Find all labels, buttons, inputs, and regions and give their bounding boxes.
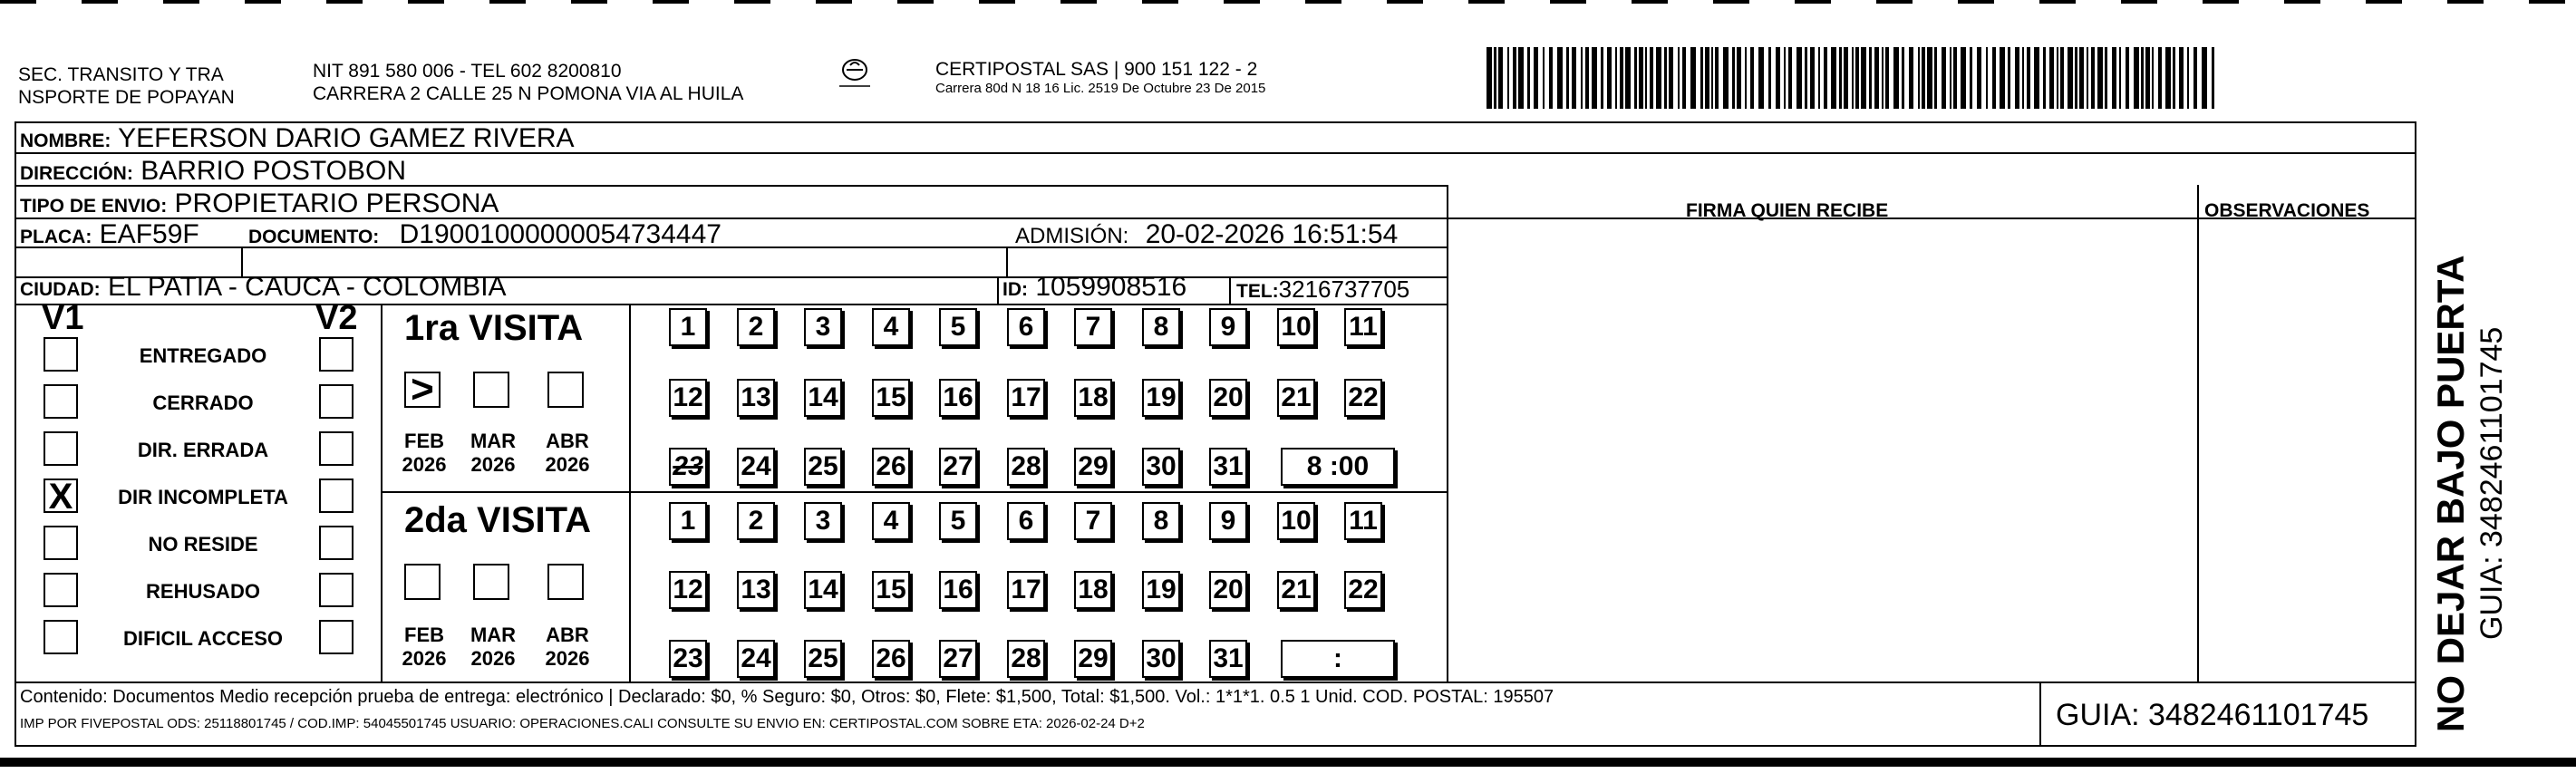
barcode-bar [1861, 47, 1866, 109]
day-box[interactable]: 30 [1142, 448, 1180, 486]
barcode-bar [1818, 47, 1820, 109]
barcode-bar [1557, 47, 1563, 109]
barcode-bar [1893, 47, 1899, 109]
carrier-logo-icon [834, 56, 876, 91]
tipo-envio-value: PROPIETARIO PERSONA [174, 188, 499, 218]
barcode-bar [1852, 47, 1854, 109]
barcode-bar [2034, 47, 2039, 109]
day-box[interactable]: 8 [1142, 308, 1180, 346]
barcode-bar [1805, 47, 1807, 109]
day-box[interactable]: 7 [1074, 502, 1112, 540]
status-label: DIR. ERRADA [137, 439, 269, 461]
barcode-bar [2202, 47, 2207, 109]
barcode-bar [2134, 47, 2139, 109]
day-box[interactable]: 14 [804, 379, 842, 417]
barcode-bar [1678, 47, 1680, 109]
v1-checkbox[interactable] [44, 573, 78, 607]
day-box[interactable]: 1 [669, 502, 707, 540]
status-label: DIR INCOMPLETA [118, 486, 288, 508]
barcode-bar [2173, 47, 2175, 109]
barcode-bar [1810, 47, 1815, 109]
day-box[interactable]: 9 [1209, 308, 1247, 346]
v1-checkbox[interactable] [44, 431, 78, 466]
barcode-bar [1855, 47, 1859, 109]
barcode-bar [1715, 47, 1719, 109]
day-box[interactable]: 10 [1277, 502, 1315, 540]
barcode-bar [2015, 47, 2019, 109]
documento-cell: DOCUMENTO: D19001000000054734447 [248, 219, 721, 249]
barcode-bar [1625, 47, 1631, 109]
direccion-row: DIRECCIÓN: BARRIO POSTOBON [20, 156, 407, 186]
v2-checkbox[interactable] [319, 526, 353, 560]
barcode-bar [2112, 47, 2116, 109]
day-box[interactable]: 17 [1007, 571, 1045, 609]
barcode-bar [1700, 47, 1703, 109]
no-dejar-label: NO DEJAR BAJO PUERTA [2429, 255, 2472, 732]
barcode-bar [1869, 47, 1872, 109]
barcode-bar [2027, 47, 2030, 109]
barcode-bar [2145, 47, 2150, 109]
barcode-bar [1732, 47, 1735, 109]
barcode-bar [1682, 47, 1686, 109]
barcode-bar [2000, 47, 2005, 109]
barcode-bar [1690, 47, 1696, 109]
v2-checkbox[interactable] [319, 478, 353, 513]
bottom-rule [0, 758, 2576, 767]
barcode-bar [2119, 47, 2121, 109]
month-year: 2026 [545, 647, 590, 670]
barcode-bar [1953, 47, 1957, 109]
month-mark-icon: > [411, 367, 434, 411]
month-label [540, 624, 595, 671]
barcode-bar [1581, 47, 1583, 109]
day-box[interactable]: 12 [669, 379, 707, 417]
barcode-bar [2068, 47, 2073, 109]
barcode-bar [1909, 47, 1913, 109]
barcode-bar [1934, 47, 1937, 109]
barcode-bar [1927, 47, 1932, 109]
month-year: 2026 [402, 647, 447, 670]
barcode-bar [1874, 47, 1879, 109]
day-box[interactable]: 15 [872, 379, 910, 417]
placa-value: EAF59F [99, 219, 199, 249]
day-box[interactable]: 6 [1007, 308, 1045, 346]
day-box[interactable]: 2 [737, 308, 775, 346]
barcode-bar [1607, 47, 1612, 109]
day-box[interactable]: 21 [1277, 571, 1315, 609]
day-box[interactable]: 30 [1142, 640, 1180, 678]
day-box[interactable]: 8 [1142, 502, 1180, 540]
sender-address: NIT 891 580 006 - TEL 602 8200810 CARRERA 2 CALLE 25 N POMONA VIA AL HUILA [313, 61, 744, 104]
day-box[interactable]: 22 [1344, 379, 1382, 417]
day-box[interactable]: 18 [1074, 379, 1112, 417]
barcode-bar [1620, 47, 1623, 109]
barcode-bar [2105, 47, 2107, 109]
time-box[interactable]: 8 :00 [1281, 448, 1395, 486]
barcode-bar [1656, 47, 1661, 109]
admision-cell: ADMISIÓN: 20-02-2026 16:51:54 [1015, 219, 1399, 249]
day-box[interactable]: 21 [1277, 379, 1315, 417]
day-box[interactable]: 23 [669, 640, 707, 678]
id-cell: ID: 1059908516 [1002, 272, 1187, 302]
nombre-row: NOMBRE: YEFERSON DARIO GAMEZ RIVERA [20, 123, 575, 153]
barcode-bar [1776, 47, 1780, 109]
barcode-bar [1543, 47, 1545, 109]
barcode-bar [2097, 47, 2103, 109]
barcode-bar [2179, 47, 2184, 109]
v1-checkbox[interactable] [44, 384, 78, 419]
day-box[interactable]: 12 [669, 571, 707, 609]
barcode-bar [1664, 47, 1667, 109]
footer-guia: GUIA: 3482461101745 [2056, 698, 2369, 732]
month-name: MAR [470, 624, 517, 646]
day-box[interactable]: 15 [872, 571, 910, 609]
barcode-bar [1737, 47, 1741, 109]
barcode-bar [2079, 47, 2084, 109]
barcode-bar [1669, 47, 1673, 109]
barcode-bar [1844, 47, 1848, 109]
month-name: ABR [546, 430, 589, 452]
tel-value: 3216737705 [1278, 276, 1410, 303]
ciudad-value: EL PATIA - CAUCA - COLOMBIA [108, 272, 507, 302]
barcode-bar [1885, 47, 1889, 109]
observaciones-header: OBSERVACIONES [2204, 200, 2370, 221]
day-box[interactable]: 20 [1209, 571, 1247, 609]
tipo-envio-row: TIPO DE ENVIO: PROPIETARIO PERSONA [20, 188, 499, 218]
month-name: FEB [404, 624, 444, 646]
barcode-bar [1750, 47, 1754, 109]
barcode-bar [1507, 47, 1509, 109]
month-year: 2026 [470, 453, 516, 476]
month-checkbox[interactable] [404, 367, 441, 411]
direccion-value: BARRIO POSTOBON [140, 156, 407, 186]
month-checkbox[interactable] [547, 564, 584, 600]
barcode-bar [2008, 47, 2010, 109]
day-box[interactable]: 4 [872, 502, 910, 540]
barcode-bar [1498, 47, 1503, 109]
nombre-value: YEFERSON DARIO GAMEZ RIVERA [118, 123, 575, 153]
day-box[interactable]: 13 [737, 571, 775, 609]
barcode-bar [2075, 47, 2077, 109]
documento-value: D19001000000054734447 [399, 219, 721, 249]
barcode-bar [1986, 47, 1988, 109]
barcode-bar [2212, 47, 2214, 109]
barcode-bar [1839, 47, 1842, 109]
v2-checkbox[interactable] [319, 573, 353, 607]
barcode-bar [1745, 47, 1747, 109]
barcode-bar [1639, 47, 1643, 109]
barcode-bar [2043, 47, 2046, 109]
day-box[interactable]: 11 [1344, 308, 1382, 346]
day-box[interactable]: 9 [1209, 502, 1247, 540]
day-box[interactable]: 4 [872, 308, 910, 346]
barcode-bar [1942, 47, 1946, 109]
barcode-bar [2165, 47, 2171, 109]
day-box[interactable]: 3 [804, 308, 842, 346]
check-mark-icon: X [48, 477, 73, 517]
barcode-bar [1494, 47, 1496, 109]
barcode-bar [1601, 47, 1603, 109]
ciudad-cell: CIUDAD: EL PATIA - CAUCA - COLOMBIA [20, 272, 507, 302]
v1-checkbox[interactable] [44, 526, 78, 560]
day-box[interactable]: 19 [1142, 379, 1180, 417]
barcode-bar [1645, 47, 1647, 109]
day-box[interactable]: 26 [872, 640, 910, 678]
tel-cell: TEL:3216737705 [1236, 276, 1410, 303]
day-box[interactable]: 27 [939, 448, 977, 486]
day-box[interactable]: 25 [804, 448, 842, 486]
carrier-info: CERTIPOSTAL SAS | 900 151 122 - 2 Carrera 80d N 18 16 Lic. 2519 De Octubre 23 De 2015 [935, 59, 1266, 96]
day-box[interactable]: 16 [939, 571, 977, 609]
day-box[interactable]: 26 [872, 448, 910, 486]
status-label: NO RESIDE [148, 533, 258, 556]
day-box[interactable]: 17 [1007, 379, 1045, 417]
day-box[interactable]: 24 [737, 448, 775, 486]
day-box[interactable]: 13 [737, 379, 775, 417]
barcode-bar [1918, 47, 1920, 109]
month-year: 2026 [545, 453, 590, 476]
day-box[interactable]: 5 [939, 502, 977, 540]
sender-name: SEC. TRANSITO Y TRA NSPORTE DE POPAYAN [18, 64, 235, 108]
month-checkbox[interactable] [473, 372, 509, 408]
barcode-bar [2057, 47, 2058, 109]
barcode-bar [1723, 47, 1729, 109]
day-box[interactable]: 11 [1344, 502, 1382, 540]
firma-header: FIRMA QUIEN RECIBE [1686, 200, 1889, 221]
barcode-bar [1513, 47, 1516, 109]
id-value: 1059908516 [1035, 272, 1187, 302]
barcode-bar [1824, 47, 1827, 109]
barcode-bar [1902, 47, 1904, 109]
barcode-bar [1534, 47, 1538, 109]
day-box[interactable]: 3 [804, 502, 842, 540]
barcode-bar [1527, 47, 1530, 109]
barcode-bar [1518, 47, 1524, 109]
day-box[interactable]: 1 [669, 308, 707, 346]
barcode-bar [1705, 47, 1709, 109]
day-box[interactable]: 7 [1074, 308, 1112, 346]
barcode-bar [2049, 47, 2054, 109]
day-box[interactable]: 19 [1142, 571, 1180, 609]
barcode-bar [1572, 47, 1576, 109]
barcode-bar [1784, 47, 1786, 109]
day-box[interactable]: 29 [1074, 448, 1112, 486]
time-box[interactable]: : [1281, 640, 1395, 678]
month-label [397, 430, 451, 477]
barcode-bar [1615, 47, 1617, 109]
month-year: 2026 [470, 647, 516, 670]
month-label [466, 430, 520, 477]
day-box[interactable]: 28 [1007, 448, 1045, 486]
barcode-bar [1977, 47, 1981, 109]
v2-checkbox[interactable] [319, 431, 353, 466]
day-box[interactable]: 24 [737, 640, 775, 678]
month-label [397, 624, 451, 671]
barcode-bar [1758, 47, 1764, 109]
status-label: DIFICIL ACCESO [122, 627, 283, 650]
status-label: CERRADO [152, 392, 254, 414]
barcode-bar [2187, 47, 2189, 109]
month-label [540, 430, 595, 477]
barcode-bar [1970, 47, 1972, 109]
day-box[interactable]: 20 [1209, 379, 1247, 417]
barcode-bar [1992, 47, 1996, 109]
barcode-bar [2141, 47, 2144, 109]
v1-label: V1 [42, 299, 84, 337]
day-box[interactable]: 29 [1074, 640, 1112, 678]
v2-checkbox[interactable] [319, 337, 353, 372]
barcode-bar [1961, 47, 1966, 109]
day-box[interactable]: 23 [669, 448, 707, 486]
day-box[interactable]: 10 [1277, 308, 1315, 346]
barcode-bar [2060, 47, 2064, 109]
month-checkbox[interactable] [547, 372, 584, 408]
barcode [1487, 47, 2221, 109]
month-year: 2026 [402, 453, 447, 476]
day-box[interactable]: 22 [1344, 571, 1382, 609]
barcode-bar [2193, 47, 2197, 109]
day-box[interactable]: 31 [1209, 640, 1247, 678]
day-box[interactable]: 28 [1007, 640, 1045, 678]
barcode-bar [1882, 47, 1884, 109]
imp-line: IMP POR FIVEPOSTAL ODS: 25118801745 / COD.IMP: 54045501745 USUARIO: OPERACIONES.CALI CONSULTE SU ENVIO EN: CERTIPOSTAL.COM SOBRE ETA: 2026-02-24 D+2 [20, 716, 1145, 731]
v1-checkbox[interactable] [44, 477, 78, 517]
day-box[interactable]: 25 [804, 640, 842, 678]
barcode-bar [2152, 47, 2154, 109]
barcode-bar [1950, 47, 1951, 109]
day-box[interactable]: 18 [1074, 571, 1112, 609]
v1-checkbox[interactable] [44, 620, 78, 654]
day-box[interactable]: 2 [737, 502, 775, 540]
month-label [466, 624, 520, 671]
barcode-bar [1634, 47, 1637, 109]
top-perforation [0, 0, 2576, 4]
barcode-bar [2158, 47, 2162, 109]
barcode-bar [2087, 47, 2088, 109]
v2-checkbox[interactable] [319, 620, 353, 654]
day-box[interactable]: 27 [939, 640, 977, 678]
barcode-bar [1585, 47, 1589, 109]
second-visit-title: 2da VISITA [404, 500, 591, 540]
month-name: FEB [404, 430, 444, 452]
day-box[interactable]: 31 [1209, 448, 1247, 486]
admision-value: 20-02-2026 16:51:54 [1145, 219, 1399, 249]
barcode-bar [1487, 47, 1492, 109]
day-box[interactable]: 16 [939, 379, 977, 417]
day-box[interactable]: 14 [804, 571, 842, 609]
barcode-bar [1831, 47, 1836, 109]
barcode-bar [1768, 47, 1771, 109]
barcode-bar [1650, 47, 1653, 109]
barcode-bar [2022, 47, 2024, 109]
barcode-bar [1922, 47, 1925, 109]
status-label: REHUSADO [146, 580, 260, 603]
placa-cell: PLACA: EAF59F [20, 219, 199, 249]
contenido-line: Contenido: Documentos Medio recepción prueba de entrega: electrónico | Declarado: $0, % Seguro: $0, Otros: $0, Flete: $1,500, Total: $1,500. Vol.: 1*1*1. 0.5 1 Unid. COD. POSTAL: 195507 [20, 687, 1554, 707]
day-box[interactable]: 5 [939, 308, 977, 346]
barcode-bar [2091, 47, 2095, 109]
status-label: ENTREGADO [139, 344, 267, 367]
barcode-bar [1566, 47, 1569, 109]
v1-checkbox[interactable] [44, 337, 78, 372]
month-name: MAR [470, 430, 517, 452]
barcode-bar [1549, 47, 1553, 109]
barcode-bar [1592, 47, 1597, 109]
first-visit-title: 1ra VISITA [404, 308, 584, 348]
barcode-bar [1788, 47, 1792, 109]
v2-label: V2 [315, 299, 358, 337]
barcode-bar [1711, 47, 1713, 109]
side-guia: GUIA: 3482461101745 [2474, 326, 2509, 640]
month-checkbox[interactable] [473, 564, 509, 600]
month-checkbox[interactable] [404, 564, 441, 600]
day-box[interactable]: 6 [1007, 502, 1045, 540]
barcode-bar [1796, 47, 1802, 109]
month-name: ABR [546, 624, 589, 646]
v2-checkbox[interactable] [319, 384, 353, 419]
barcode-bar [2126, 47, 2129, 109]
